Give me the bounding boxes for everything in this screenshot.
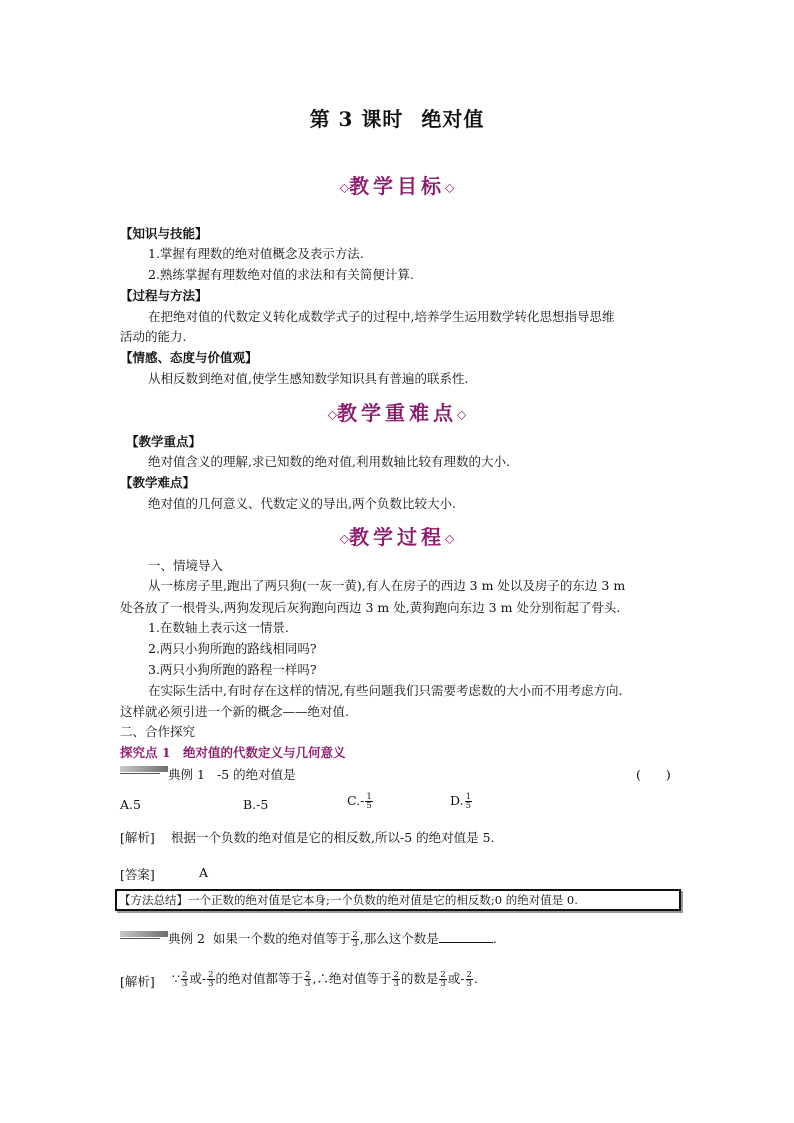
- fraction-denominator: 3: [440, 979, 446, 989]
- example1-question: -5 的绝对值是: [217, 767, 296, 782]
- method-summary-box: 【方法总结】一个正数的绝对值是它本身;一个负数的绝对值是它的相反数;0 的绝对值是 0.: [115, 889, 681, 911]
- question-3: 3.两只小狗所跑的路程一样吗?: [148, 662, 317, 677]
- process-method-line2: 活动的能力.: [120, 329, 187, 344]
- question-1: 1.在数轴上表示这一情景.: [148, 620, 289, 635]
- process-method-label: 【过程与方法】: [120, 288, 208, 303]
- knowledge-item-2: 2.熟练掌握有理数绝对值的求法和有关简便计算.: [148, 267, 414, 282]
- analysis-segment: 或-: [447, 971, 465, 986]
- question-2: 2.两只小狗所跑的路线相同吗?: [148, 641, 317, 656]
- section-goals-label: 教学目标: [349, 174, 445, 198]
- example-marker-bar: [120, 931, 168, 937]
- focus-text: 绝对值含义的理解,求已知数的绝对值,利用数轴比较有理数的大小.: [148, 454, 510, 469]
- fraction: [181, 971, 188, 988]
- example2-q-prefix: 如果一个数的绝对值等于: [212, 931, 351, 946]
- example1-answer-label: [答案]: [120, 867, 155, 882]
- process-method-line1: 在把绝对值的代数定义转化成数学式子的过程中,培养学生运用数学转化思想指导思维: [148, 309, 615, 324]
- fraction-numerator: 2: [208, 970, 214, 980]
- analysis-segment: 的绝对值都等于: [215, 971, 304, 986]
- fraction-denominator: 5: [366, 801, 372, 811]
- fraction-numerator: 2: [352, 930, 358, 940]
- emotion-text: 从相反数到绝对值,使学生感知数学知识具有普遍的联系性.: [148, 371, 469, 386]
- example2-q-suffix: ,那么这个数是: [359, 931, 439, 946]
- explore-point-heading: 探究点 1 绝对值的代数定义与几何意义: [120, 745, 346, 760]
- example1-analysis-text: 根据一个负数的绝对值是它的相反数,所以-5 的绝对值是 5.: [171, 830, 495, 845]
- example1-option-d: [450, 793, 473, 810]
- fraction-denominator: 3: [466, 979, 472, 989]
- emotion-label: 【情感、态度与价值观】: [120, 350, 258, 365]
- title-part2: 绝对值: [421, 107, 485, 131]
- fraction-numerator: 2: [181, 970, 188, 980]
- option-d-prefix: D.: [450, 793, 464, 808]
- fraction: [207, 971, 214, 988]
- fraction-numerator: 1: [366, 792, 372, 802]
- summary-line1: 在实际生活中,有时存在这样的情况,有些问题我们只需要考虑数的大小而不用考虑方向.: [148, 683, 623, 698]
- example1-analysis-label: [解析]: [120, 830, 155, 845]
- story-line2: 处各放了一根骨头,两狗发现后灰狗跑向西边 3 m 处,黄狗跑向东边 3 m 处分别衔起了骨头.: [120, 600, 621, 615]
- example-marker-underline: [120, 938, 160, 939]
- example1-option-b: B.-5: [243, 797, 269, 812]
- fraction: [392, 971, 399, 988]
- fraction-denominator: 3: [181, 979, 188, 989]
- difficulty-text: 绝对值的几何意义、代数定义的导出,两个负数比较大小.: [148, 496, 456, 511]
- fraction: [439, 971, 446, 988]
- diamond-icon: ◇: [445, 180, 455, 195]
- focus-label: 【教学重点】: [126, 434, 202, 449]
- example1-option-a: A.5: [120, 797, 141, 812]
- fraction-numerator: 2: [440, 970, 446, 980]
- story-line1: 从一栋房子里,跑出了两只狗(一灰一黄),有人在房子的西边 3 m 处以及房子的东边 3 m: [148, 578, 626, 593]
- diamond-icon: ◇: [339, 531, 349, 546]
- analysis-segment: ,∴绝对值等于: [312, 971, 392, 986]
- fraction-denominator: 3: [305, 979, 311, 989]
- fraction: [351, 931, 358, 948]
- fraction: [304, 971, 311, 988]
- fraction-numerator: 1: [465, 792, 471, 802]
- example-marker-underline: [120, 773, 160, 774]
- analysis-segment: ∵: [172, 971, 180, 986]
- example2-analysis-text: [172, 969, 478, 988]
- title-part1: 第 3 课时: [309, 107, 404, 131]
- diamond-icon: ◇: [457, 407, 467, 422]
- answer-blank: [439, 931, 493, 943]
- section-keypoints-label: 教学重难点: [337, 401, 457, 425]
- example1-answer-paren: ( ): [636, 767, 671, 782]
- fraction-denominator: 3: [352, 939, 358, 949]
- knowledge-item-1: 1.掌握有理数的绝对值概念及表示方法.: [148, 246, 364, 261]
- fraction: [466, 971, 473, 988]
- example1-answer-value: A: [199, 865, 209, 880]
- part2-heading: 二、合作探究: [120, 724, 196, 739]
- diamond-icon: ◇: [327, 407, 337, 422]
- diamond-icon: ◇: [445, 531, 455, 546]
- example1-option-c: [347, 793, 374, 810]
- fraction-numerator: 2: [393, 970, 399, 980]
- diamond-icon: ◇: [339, 180, 349, 195]
- example2-label: 典例 2: [168, 931, 205, 946]
- analysis-segment: .: [473, 971, 478, 986]
- fraction-denominator: 3: [208, 979, 214, 989]
- knowledge-label: 【知识与技能】: [120, 226, 208, 241]
- section-process-label: 教学过程: [349, 525, 445, 549]
- example-marker-bar: [120, 766, 168, 772]
- section-heading-keypoints: [0, 397, 794, 426]
- analysis-segment: 或-: [189, 971, 207, 986]
- example2-question: [168, 929, 497, 948]
- example2-analysis-label: [解析]: [120, 974, 155, 989]
- section-heading-process: [0, 521, 794, 550]
- fraction: [465, 793, 472, 810]
- difficulty-label: 【教学难点】: [120, 475, 196, 490]
- section-heading-goals: [0, 170, 794, 199]
- page-title: [0, 103, 794, 132]
- example2-q-end: .: [492, 931, 497, 946]
- part1-heading: 一、情境导入: [148, 558, 224, 573]
- summary-line2: 这样就必须引进一个新的概念——绝对值.: [120, 704, 349, 719]
- analysis-segment: 的数是: [400, 971, 439, 986]
- fraction-denominator: 5: [465, 801, 471, 811]
- example1-label: 典例 1: [168, 767, 205, 782]
- fraction-numerator: 2: [305, 970, 311, 980]
- fraction-numerator: 2: [466, 970, 472, 980]
- fraction-denominator: 3: [393, 979, 399, 989]
- option-c-prefix: C.-: [347, 793, 365, 808]
- fraction: [365, 793, 372, 810]
